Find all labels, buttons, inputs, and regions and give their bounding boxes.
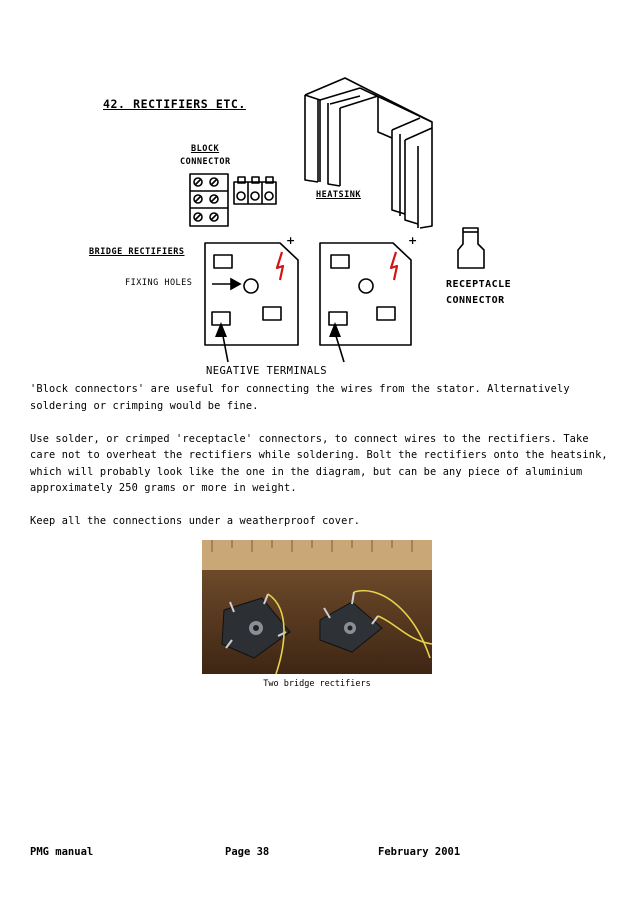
receptacle-label-1: RECEPTACLE	[446, 279, 512, 290]
receptacle-label-2: CONNECTOR	[446, 295, 505, 306]
footer-left: PMG manual	[30, 846, 94, 858]
paragraph-3: Keep all the connections under a weatherproof cover.	[30, 515, 361, 527]
ruler	[202, 540, 432, 570]
footer-page: Page 38	[225, 846, 270, 858]
fixing-holes-label: FIXING HOLES	[125, 278, 193, 288]
plus-sign-1: +	[286, 234, 296, 247]
body-text	[30, 381, 610, 530]
heatsink-label: HEATSINK	[316, 190, 361, 200]
block-connector-label-2: CONNECTOR	[180, 157, 231, 167]
paragraph-2: Use solder, or crimped 'receptacle' connectors, to connect wires to the rectifiers. Take care not to overheat the rectifiers while soldering. Bolt the rectifiers onto the heatsink, which will probably look like the one in the diagram, but can be any piece of aluminium approximately 250 grams or more in weight.	[30, 432, 608, 494]
footer-date: February 2001	[378, 846, 461, 858]
bolt-symbol-2	[391, 252, 397, 280]
negative-terminals-label: NEGATIVE TERMINALS	[206, 365, 327, 377]
bridge-rectifiers-label: BRIDGE RECTIFIERS	[89, 247, 185, 257]
block-connector-drawing	[190, 174, 228, 226]
receptacle-connector-drawing	[458, 228, 484, 268]
block-connector-strip-drawing	[234, 177, 276, 204]
block-connector-label-1: BLOCK	[191, 144, 220, 154]
plus-sign-2: +	[408, 234, 418, 247]
rectifier-photo	[202, 540, 432, 674]
section-heading: 42. RECTIFIERS ETC.	[103, 97, 246, 111]
paragraph-1: 'Block connectors' are useful for connecting the wires from the stator. Alternatively soldering or crimping would be fine.	[30, 383, 570, 412]
photo-caption: Two bridge rectifiers	[263, 679, 371, 689]
bolt-symbol-1	[277, 252, 283, 280]
heatsink-drawing	[305, 78, 432, 228]
